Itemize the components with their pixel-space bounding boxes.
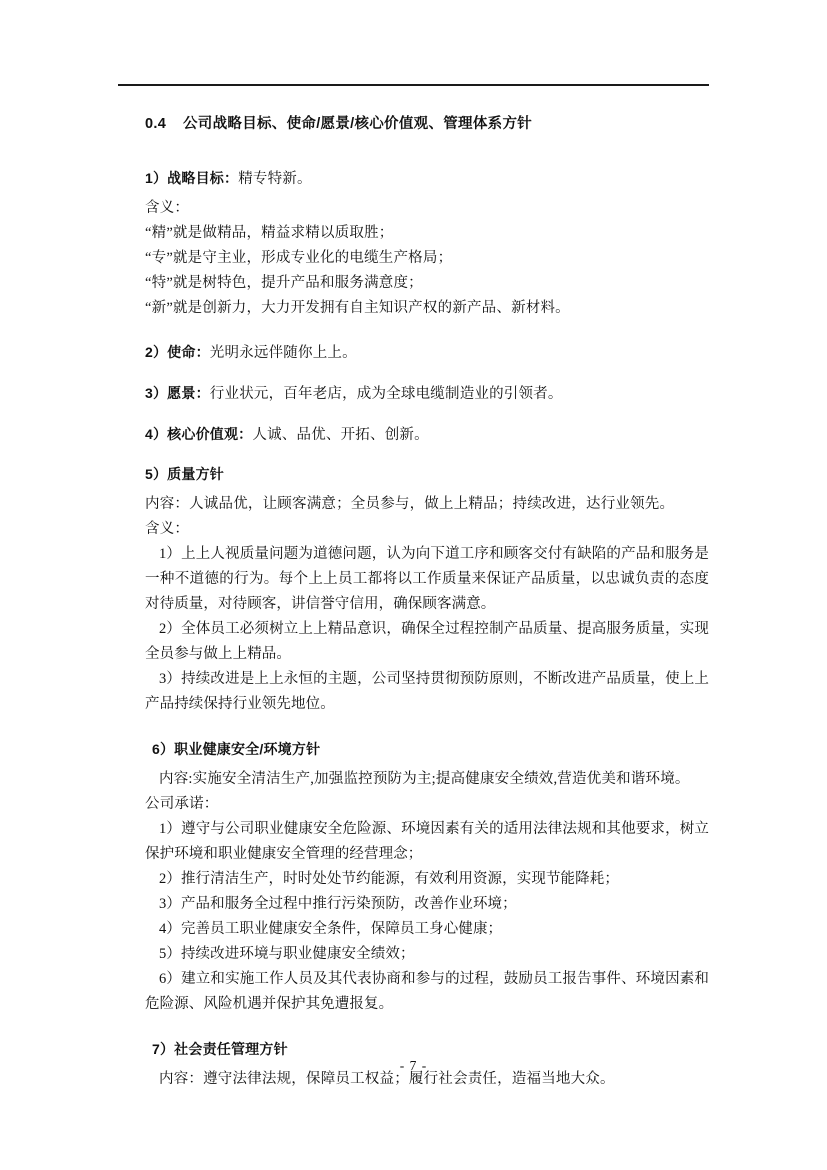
strategy-goal-value: 精专特新。: [238, 171, 312, 187]
meaning-label: 含义：: [145, 200, 190, 216]
meaning-line-1: “精”就是做精品，精益求精以质取胜；: [145, 225, 394, 241]
section-heading: [118, 112, 709, 133]
meaning-line-4: “新”就是创新力，大力开发拥有自主知识产权的新产品、新材料。: [145, 300, 570, 316]
hse-para-2: 2）推行清洁生产，时时处处节约能源，有效利用资源，实现节能降耗；: [159, 871, 619, 887]
hse-para-6: 6）建立和实施工作人员及其代表协商和参与的过程，鼓励员工报告事件、环境因素和危险源、风险机遇并保护其免遭报复。: [145, 971, 709, 1012]
hse-para-5: 5）持续改进环境与职业健康安全绩效；: [159, 946, 415, 962]
core-values-line: [118, 423, 709, 444]
vision-value: 行业状元，百年老店，成为全球电缆制造业的引领者。: [209, 386, 563, 402]
document-body: [118, 104, 709, 1092]
section-number: 0.4: [145, 116, 167, 132]
meaning-line-2: “专”就是守主业，形成专业化的电缆生产格局；: [145, 250, 453, 266]
hse-content: 内容:实施安全清洁生产,加强监控预防为主;提高健康安全绩效,营造优美和谐环境。: [159, 771, 690, 787]
hse-policy-title: 6）职业健康安全/环境方针: [152, 741, 321, 757]
quality-content: 内容：人诚品优，让顾客满意；全员参与，做上上精品；持续改进，达行业领先。: [145, 496, 675, 512]
core-values-value: 人诚、品优、开拓、创新。: [252, 427, 429, 443]
vision-line: [118, 382, 709, 403]
quality-para-3: 3）持续改进是上上永恒的主题，公司坚持贯彻预防原则，不断改进产品质量，使上上产品持续保持行业领先地位。: [145, 671, 709, 712]
strategy-goal-line: [118, 167, 709, 188]
hse-commitment-label: 公司承诺：: [145, 796, 219, 812]
mission-line: [118, 341, 709, 362]
hse-para-3: 3）产品和服务全过程中推行污染预防，改善作业环境；: [159, 896, 517, 912]
csr-content: 内容：遵守法律法规，保障员工权益；履行社会责任，造福当地大众。: [159, 1071, 615, 1087]
vision-label: 3）愿景：: [145, 385, 210, 401]
hse-para-4: 4）完善员工职业健康安全条件，保障员工身心健康；: [159, 921, 503, 937]
quality-para-2: 2）全体员工必须树立上上精品意识，确保全过程控制产品质量、提高服务质量，实现全员参与做上上精品。: [145, 621, 709, 662]
header-rule: [118, 84, 709, 86]
quality-meaning-label: 含义：: [145, 521, 190, 537]
core-values-label: 4）核心价值观：: [145, 426, 253, 442]
csr-policy-title: 7）社会责任管理方针: [152, 1041, 288, 1057]
mission-value: 光明永远伴随你上上。: [209, 345, 357, 361]
strategy-goal-label: 1）战略目标：: [145, 170, 239, 186]
mission-label: 2）使命：: [145, 344, 210, 360]
meaning-line-3: “特”就是树特色，提升产品和服务满意度；: [145, 275, 423, 291]
section-title: 公司战略目标、使命/愿景/核心价值观、管理体系方针: [183, 116, 533, 132]
quality-policy-title: 5）质量方针: [145, 466, 224, 482]
page-number: - 7 -: [399, 1058, 428, 1073]
quality-para-1: 1）上上人视质量问题为道德问题，认为向下道工序和顾客交付有缺陷的产品和服务是一种不道德的行为。每个上上员工都将以工作质量来保证产品质量，以忠诚负责的态度对待质量，对待顾客，讲信誉守信用，确保顾客满意。: [145, 546, 709, 612]
hse-para-1: 1）遵守与公司职业健康安全危险源、环境因素有关的适用法律法规和其他要求，树立保护环境和职业健康安全管理的经营理念；: [145, 821, 709, 862]
